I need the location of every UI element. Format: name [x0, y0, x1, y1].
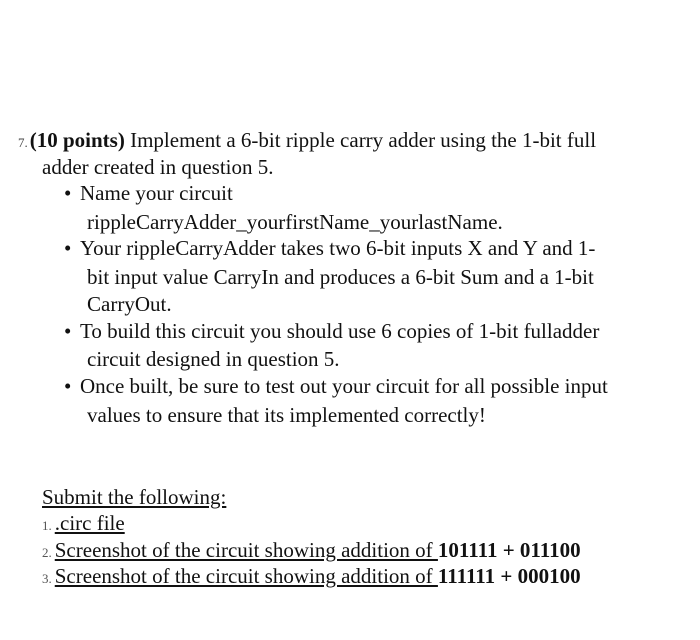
submit-item-2-text: Screenshot of the circuit showing addition of: [54, 538, 438, 562]
question-intro-line2: adder created in question 5.: [42, 155, 274, 179]
bullet-2-line-3: CarryOut.: [87, 292, 172, 316]
bullet-2-line-1: Your rippleCarryAdder takes two 6-bit inputs X and Y and 1-: [80, 236, 596, 260]
bullet-4-line-2: values to ensure that its implemented correctly!: [87, 403, 486, 427]
bullet-3: [64, 318, 599, 344]
question-header: [18, 127, 596, 156]
submit-item-3-text: Screenshot of the circuit showing addition of: [54, 564, 438, 588]
bullet-3-symbol: •: [64, 319, 72, 343]
bullet-1-symbol: •: [64, 181, 72, 205]
question-intro-line1: Implement a 6-bit ripple carry adder using the 1-bit full: [124, 128, 597, 152]
submit-item-3: [42, 563, 581, 592]
bullet-4-line-1: Once built, be sure to test out your circuit for all possible input: [80, 374, 608, 398]
bullet-2-line-2: bit input value CarryIn and produces a 6-bit Sum and a 1-bit: [87, 265, 594, 289]
bullet-1-line-2: rippleCarryAdder_yourfirstName_yourlastName.: [87, 210, 503, 234]
submit-item-3-bold: 111111 + 000100: [437, 564, 581, 588]
submit-item-1-number: 1.: [42, 518, 52, 533]
bullet-2: [64, 235, 595, 261]
submit-item-2-bold: 101111 + 011100: [437, 538, 581, 562]
bullet-1: [64, 180, 233, 206]
submit-item-3-number: 3.: [42, 571, 52, 586]
bullet-3-line-2: circuit designed in question 5.: [87, 347, 340, 371]
bullet-2-symbol: •: [64, 236, 72, 260]
question-points: (10 points): [29, 128, 125, 152]
bullet-4-symbol: •: [64, 374, 72, 398]
bullet-3-line-1: To build this circuit you should use 6 copies of 1-bit fulladder: [80, 319, 600, 343]
submit-item-1: [42, 510, 125, 539]
submit-item-1-text: .circ file: [54, 511, 125, 535]
bullet-4: [64, 373, 608, 399]
submit-item-2: [42, 537, 581, 566]
question-number: 7.: [18, 135, 28, 150]
bullet-1-line-1: Name your circuit: [80, 181, 233, 205]
submit-heading: Submit the following:: [42, 485, 227, 509]
submit-item-2-number: 2.: [42, 545, 52, 560]
